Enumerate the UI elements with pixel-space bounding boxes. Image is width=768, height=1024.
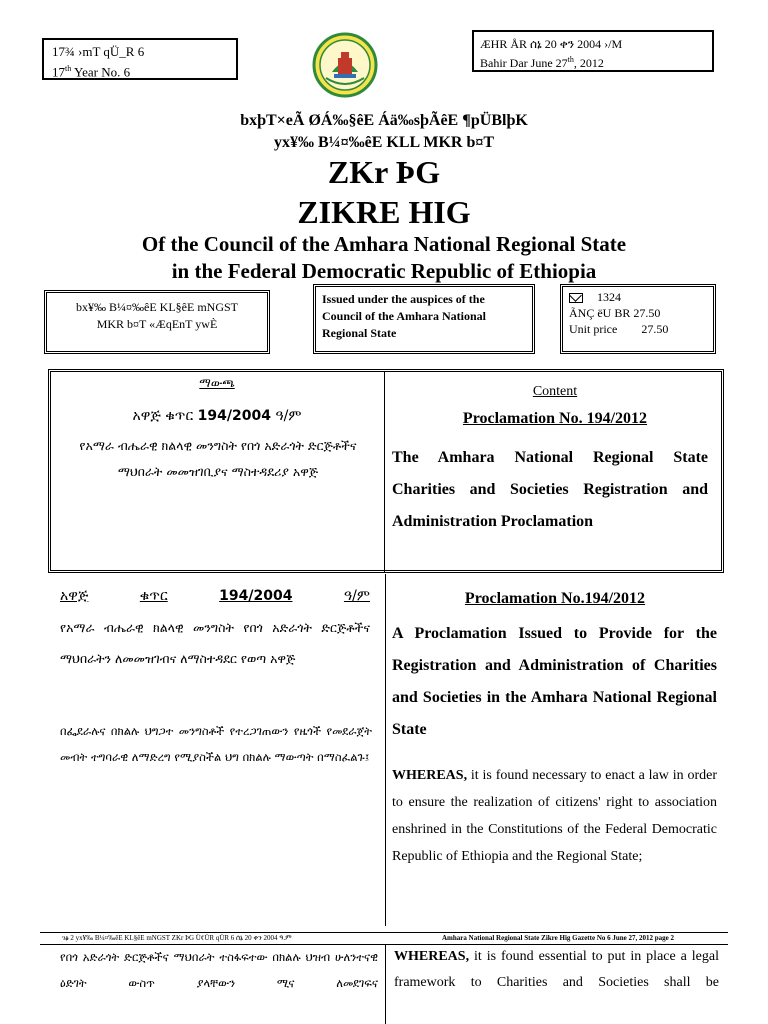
- masthead-am-line-2: yx¥‰ B¼¤‰êE KLL MKR b¤T: [273, 134, 495, 151]
- footer-divider: [385, 944, 386, 1024]
- toc-title-am: የአማራ ብሔራዊ ክልላዊ መንግስት የበጎ አድራጎት ድርጅቶችና ማህበራት መመዝገቢያና ማስተዳደሪያ አዋጅ: [79, 438, 357, 479]
- council-line-2: in the Federal Democratic Republic of Ethiopia: [171, 259, 597, 283]
- price-box: [560, 284, 716, 354]
- unit-price-line: Unit price 27.50: [569, 322, 669, 336]
- masthead-zikre-hig: ZIKRE HIG: [297, 194, 471, 230]
- auspice-box-en: Issued under the auspices of the Council of the Amhara National Regional State: [313, 284, 535, 354]
- amhara-region-emblem-icon: [312, 32, 378, 98]
- toc-procno-am: አዋጅ ቁጥር 194/2004 ዓ/ም: [132, 408, 302, 424]
- date-line-am: ÆHR ÅR ሰኔ 20 ቀን 2004 ›/M: [480, 37, 623, 51]
- council-line-1: Of the Council of the Amhara National Regional State: [141, 232, 627, 256]
- auspice-am-line-1: bx¥‰ B¼¤‰êE KL§êE mNGST: [76, 300, 238, 314]
- body-procno-am: አዋጅ ቁጥር 194/2004 ዓ/ም: [60, 588, 370, 604]
- body-preamble-am: በፌደራሉና በክልሉ ህግጋተ መንግስቶች የተረጋገጠውን የዜጎች የመደራጀት መብት ተግባራዊ ለማድረግ የሚያስችል ህግ በክልሉ ማውጣት በማስፈልጉ፤: [60, 724, 372, 764]
- issue-date-box: [472, 30, 714, 72]
- toc-procno-en: Proclamation No. 194/2012: [462, 410, 648, 427]
- body-procno-en: Proclamation No.194/2012: [464, 590, 646, 607]
- footer-left: ገፅ 2 yx¥‰ B¼¤‰êE KL§êE mNGST ZKr ÞG Ü¢ÜR qÜR 6 ሰኔ 20 ቀን 2004 ዓ.ም: [62, 934, 292, 942]
- body-title-am: የአማራ ብሔራዊ ክልላዊ መንግስት የበጎ አድራጎት ድርጅቶችና ማህበራትን ለመመዝገብና ለማስተዳደር የወጣ አዋጅ: [60, 620, 370, 666]
- next-page-am: የበጎ አድራጎት ድርጅቶችና ማህበራት ተስፋፍተው በክልሉ ህዝብ ሁለንተናዊ ዕድገት ውስጥ ያላቸውን ሚና ለመደገፍና: [60, 950, 378, 990]
- body-whereas-en: WHEREAS, it is found necessary to enact a law in order to ensure the realization of citizens' right to association enshrined in the Constitutions of the Federal Democratic Republic of Ethiopia and the Regional State;: [392, 768, 717, 864]
- date-line-en: Bahir Dar June 27th, 2012: [480, 55, 604, 70]
- issue-line-en: 17th Year No. 6: [52, 64, 131, 80]
- content-divider: [384, 372, 385, 572]
- footer-right: Amhara National Regional State Zikre Hig Gazette No 6 June 27, 2012 page 2: [442, 934, 675, 942]
- masthead-zkr-hig-am: ZKr ÞG: [327, 154, 441, 190]
- toc-label-en: Content: [532, 384, 578, 399]
- po-box-line: 1324: [569, 289, 713, 305]
- issue-line-am: 17¾ ›mT qÜ_R 6: [52, 44, 145, 59]
- toc-label-am: ማውጫ: [199, 376, 235, 390]
- issue-number-box: [42, 38, 238, 80]
- auspice-box-am: [44, 290, 270, 354]
- body-title-en: A Proclamation Issued to Provide for the Registration and Administration of Charities and Societies in the Amhara National Regional State: [392, 625, 717, 738]
- footer-rule: [40, 932, 728, 933]
- column-divider: [385, 574, 386, 926]
- envelope-icon: [569, 293, 583, 303]
- masthead-am-line-1: bxþT×eÃ ØÁ‰§êE Áä‰sþÃêE ¶pÜBlþK: [240, 112, 528, 129]
- auspice-am-line-2: MKR b¤T «ÆqEnT ywÈ: [96, 317, 218, 331]
- toc-title-en: The Amhara National Regional State Charities and Societies Registration and Administration Proclamation: [392, 449, 708, 530]
- next-page-en: WHEREAS, it is found essential to put in place a legal framework to Charities and Societies shall be: [394, 949, 719, 990]
- price-am-line: ÃNÇ ëU BR 27.50: [569, 306, 661, 320]
